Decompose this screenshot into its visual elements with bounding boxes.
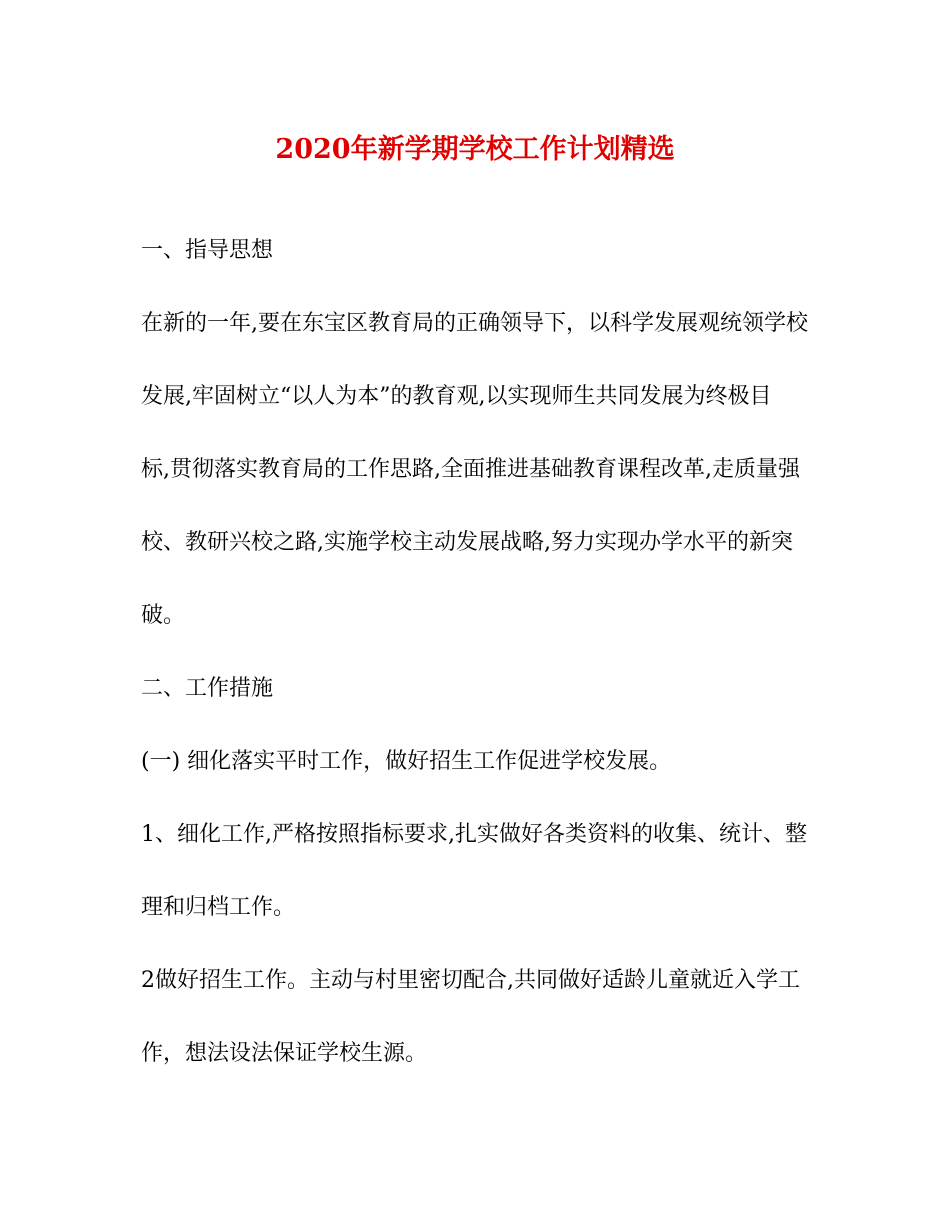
text-line: 在新的一年,要在东宝区教育局的正确领导下，以科学发展观统领学校 bbox=[141, 311, 808, 336]
text-line: 破。 bbox=[141, 603, 186, 628]
text-line: 标,贯彻落实教育局的工作思路,全面推进基础教育课程改革,走质量强 bbox=[141, 457, 800, 482]
text-line: 2做好招生工作。主动与村里密切配合,共同做好适龄儿童就近入学工 bbox=[141, 968, 800, 993]
paragraph bbox=[141, 944, 807, 1090]
section-heading bbox=[141, 214, 807, 287]
text-line: 发展,牢固树立“以人为本”的教育观,以实现师生共同发展为终极目 bbox=[141, 384, 772, 409]
paragraph bbox=[141, 798, 807, 944]
text-line: 一、指导思想 bbox=[141, 238, 274, 263]
section-heading bbox=[141, 652, 807, 725]
text-line: 理和归档工作。 bbox=[141, 895, 296, 920]
document-title: 2020年新学期学校工作计划精选 bbox=[275, 134, 675, 165]
document-body bbox=[141, 214, 807, 1090]
text-line: 二、工作措施 bbox=[141, 676, 274, 701]
text-line: 1、细化工作,严格按照指标要求,扎实做好各类资料的收集、统计、整 bbox=[141, 822, 807, 847]
paragraph bbox=[141, 287, 807, 652]
text-line: (一) 细化落实平时工作，做好招生工作促进学校发展。 bbox=[141, 749, 672, 774]
subsection-heading bbox=[141, 725, 807, 798]
text-line: 校、教研兴校之路,实施学校主动发展战略,努力实现办学水平的新突 bbox=[141, 530, 793, 555]
text-line: 作，想法设法保证学校生源。 bbox=[141, 1041, 428, 1066]
